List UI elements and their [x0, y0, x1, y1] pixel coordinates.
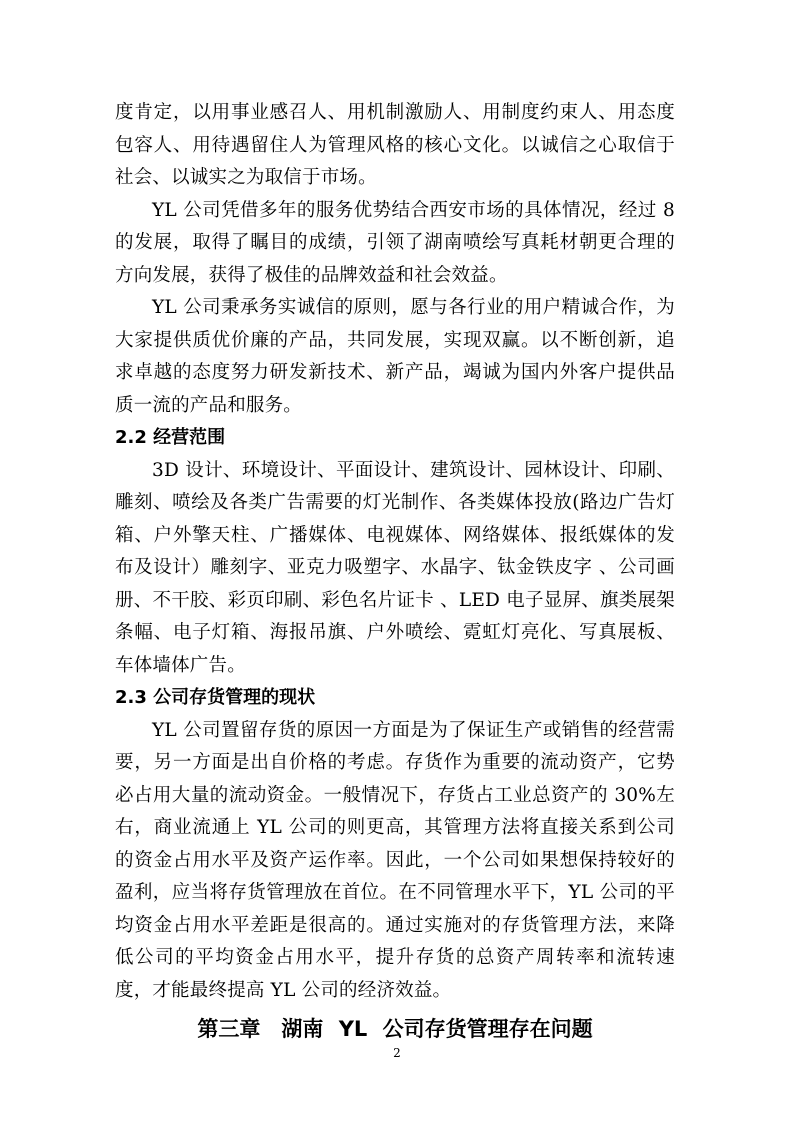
section-heading-inventory-status: 2.3 公司存货管理的现状	[115, 687, 316, 708]
section-heading-business-scope: 2.2 经营范围	[115, 427, 226, 448]
document-page	[115, 97, 675, 1047]
chapter-heading: 第三章 湖南 YL 公司存货管理存在问题	[197, 1017, 593, 1041]
body-paragraph-company-development: YL 公司凭借多年的服务优势结合西安市场的具体情况，经过 8 的发展，取得了瞩目的成绩，引领了湖南喷绘写真耗材朝更合理的方向发展，获得了极佳的品牌效益和社会效益。	[115, 199, 675, 286]
body-paragraph-business-scope: 3D 设计、环境设计、平面设计、建筑设计、园林设计、印刷、雕刻、喷绘及各类广告需要的灯光制作、各类媒体投放(路边广告灯箱、户外擎天柱、广播媒体、电视媒体、网络媒体、报纸媒体的发布及设计）雕刻字、亚克力吸塑字、水晶字、钛金铁皮字 、公司画册、不干胶、彩页印刷、彩色名片证卡 、LED 电子显屏、旗类展架条幅、电子灯箱、海报吊旗、户外喷绘、霓虹灯亮化、写真展板、车体墙体广告。	[115, 459, 675, 676]
body-paragraph-inventory-status: YL 公司置留存货的原因一方面是为了保证生产或销售的经营需要，另一方面是出自价格的考虑。存货作为重要的流动资产，它势必占用大量的流动资金。一般情况下，存货占工业总资产的 30%左右，商业流通上 YL 公司的则更高，其管理方法将直接关系到公司的资金占用水平及资产运作率。因此，一个公司如果想保持较好的盈利，应当将存货管理放在首位。在不同管理水平下，YL 公司的平均资金占用水平差距是很高的。通过实施对的存货管理方法，来降低公司的平均资金占用水平，提升存货的总资产周转率和流转速度，才能最终提高 YL 公司的经济效益。	[115, 719, 675, 1001]
page-number: 2	[393, 1046, 401, 1060]
body-paragraph-company-principles: YL 公司秉承务实诚信的原则，愿与各行业的用户精诚合作，为大家提供质优价廉的产品，共同发展，实现双赢。以不断创新，追求卓越的态度努力研发新技术、新产品，竭诚为国内外客户提供品质一流的产品和服务。	[115, 297, 675, 416]
body-paragraph-continued: 度肯定，以用事业感召人、用机制激励人、用制度约束人、用态度包容人、用待遇留住人为管理风格的核心文化。以诚信之心取信于社会、以诚实之为取信于市场。	[115, 102, 675, 188]
